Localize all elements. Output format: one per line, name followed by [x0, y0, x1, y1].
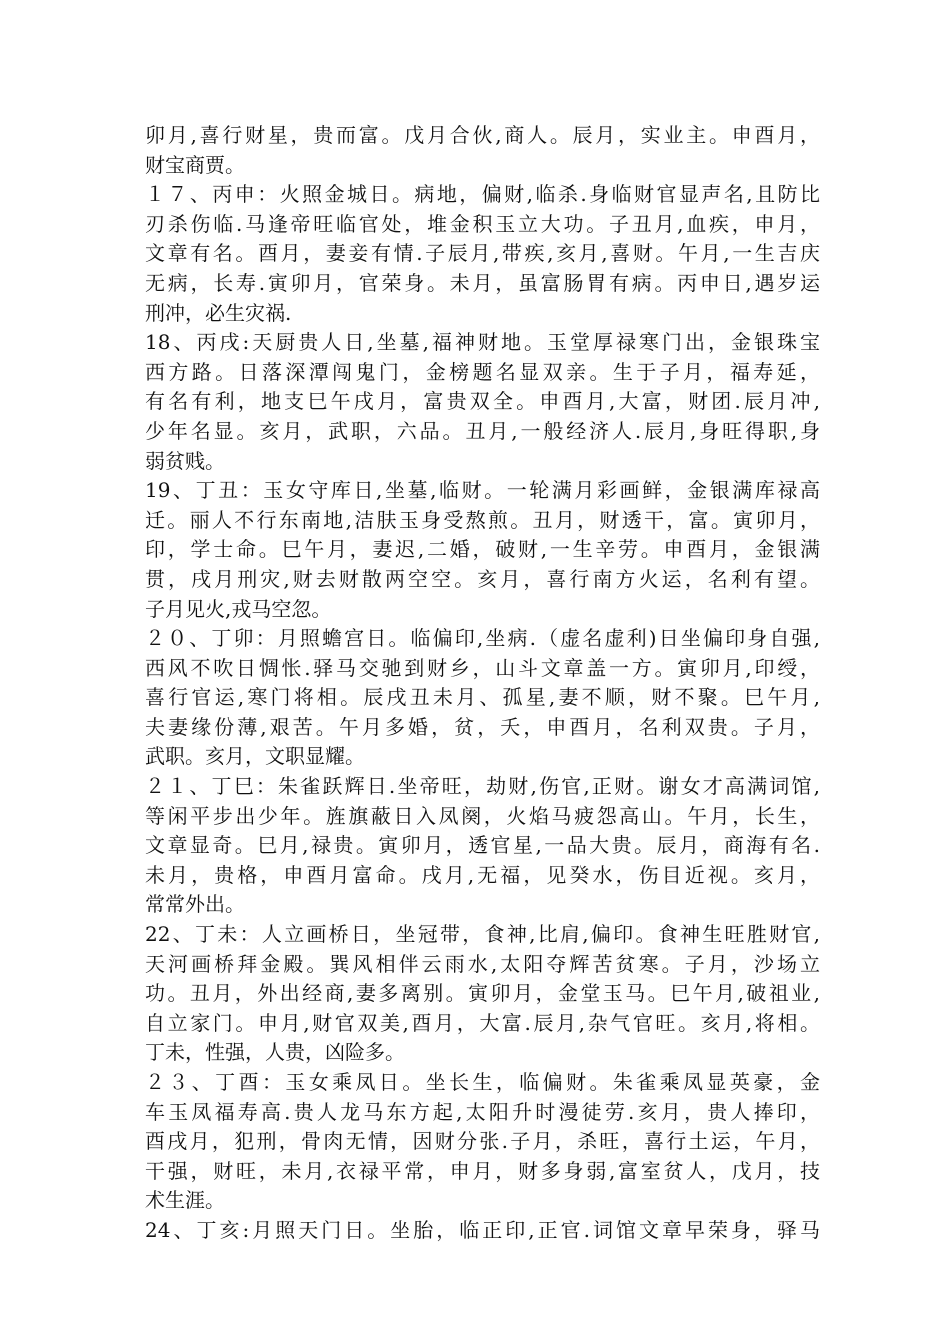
- text-line: 术生涯。: [145, 1188, 225, 1213]
- text-line: 文章有名。酉月，妻妾有情.子辰月,带疾,亥月,喜财。午月,一生吉庆: [145, 241, 820, 266]
- text-line: 印，学士命。巳午月，妻迟,二婚，破财,一生辛劳。申酉月，金银满: [145, 537, 820, 562]
- text-line: 贯，戌月刑灾,财去财散两空空。亥月，喜行南方火运，名利有望。: [145, 566, 820, 591]
- text-line: 卯月,喜行财星，贵而富。戊月合伙,商人。辰月，实业主。申酉月，: [145, 123, 820, 147]
- text-line: 常常外出。: [145, 892, 245, 917]
- text-line: 文章显奇。巳月,禄贵。寅卯月，透官星,一品大贵。辰月，商海有名.: [145, 833, 820, 858]
- text-line: 少年名显。亥月，武职，六品。丑月,一般经济人.辰月,身旺得职,身: [145, 418, 820, 443]
- text-line: 未月，贵格，申酉月富命。戌月,无福，见癸水，伤目近视。亥月，: [145, 862, 820, 887]
- text-line: 丁未，性强，人贵，凶险多。: [145, 1040, 405, 1065]
- text-line: 自立家门。申月,财官双美,酉月，大富.辰月,杂气官旺。亥月,将相。: [145, 1010, 820, 1035]
- text-line: ２３、丁酉：玉女乘凤日。坐长生，临偏财。朱雀乘凤显英豪，金: [145, 1070, 820, 1094]
- text-line: ２１、丁巳：朱雀跃辉日.坐帝旺，劫财,伤官,正财。谢女才高满词馆,: [145, 774, 820, 799]
- text-line: 等闲平步出少年。旌旗蔽日入凤阕，火焰马疲怨高山。午月，长生，: [145, 803, 820, 828]
- text-line: 18、丙戌:天厨贵人日,坐墓,福神财地。玉堂厚禄寒门出，金银珠宝: [145, 330, 820, 355]
- text-line: 功。丑月，外出经商,妻多离别。寅卯月，金堂玉马。巳午月,破祖业,: [145, 981, 820, 1006]
- text-line: 武职。亥月，文职显耀。: [145, 744, 365, 769]
- text-line: 刃杀伤临.马逢帝旺临官处，堆金积玉立大功。子丑月,血疾，申月，: [145, 211, 820, 236]
- text-line: 24、丁亥:月照天门日。坐胎，临正印,正官.词馆文章早荣身，驿马: [145, 1217, 820, 1242]
- text-line: 财宝商贾。: [145, 152, 245, 177]
- text-line: 子月见火,戎马空忽。: [145, 596, 332, 621]
- text-line: 无病，长寿.寅卯月，官荣身。未月，虽富肠胃有病。丙申日,遇岁运: [145, 270, 820, 295]
- text-line: １７、丙申：火照金城日。病地，偏财,临杀.身临财官显声名,且防比: [145, 182, 820, 207]
- text-line: 干强，财旺，未月,衣禄平常，申月，财多身弱,富室贫人，戊月，技: [145, 1158, 820, 1183]
- document-body: [145, 121, 820, 1246]
- text-line: 喜行官运,寒门将相。辰戌丑未月、孤星,妻不顺，财不聚。巳午月,: [145, 685, 820, 710]
- text-line: 西方路。日落深潭闯鬼门，金榜题名显双亲。生于子月，福寿延，: [145, 359, 820, 384]
- text-line: 酉戌月，犯刑，骨肉无情，因财分张.子月，杀旺，喜行土运，午月，: [145, 1129, 820, 1154]
- text-line: 车玉凤福寿高.贵人龙马东方起,太阳升时漫徒劳.亥月，贵人捧印，: [145, 1099, 820, 1124]
- text-line: 西风不吹日惆怅.驿马交驰到财乡，山斗文章盖一方。寅卯月,印绶，: [145, 655, 820, 680]
- text-line: ２０、丁卯：月照蟾宫日。临偏印,坐病.（虚名虚利)日坐偏印身自强,: [145, 626, 820, 651]
- text-line: 迁。丽人不行东南地,洁肤玉身受熬煎。丑月，财透干，富。寅卯月，: [145, 507, 820, 532]
- text-line: 天河画桥拜金殿。巽风相伴云雨水,太阳夺辉苦贫寒。子月，沙场立: [145, 951, 820, 976]
- text-line: 22、丁未：人立画桥日，坐冠带，食神,比肩,偏印。食神生旺胜财官,: [145, 922, 820, 947]
- text-line: 弱贫贱。: [145, 448, 225, 473]
- text-line: 有名有利，地支巳午戌月，富贵双全。申酉月,大富，财团.辰月冲,: [145, 389, 820, 414]
- text-line: 19、丁丑：玉女守库日,坐墓,临财。一轮满月彩画鲜，金银满库禄高: [145, 478, 820, 503]
- text-line: 夫妻缘份薄,艰苦。午月多婚，贫，夭，申酉月，名利双贵。子月，: [145, 714, 820, 739]
- text-line: 刑冲，必生灾祸.: [145, 300, 292, 325]
